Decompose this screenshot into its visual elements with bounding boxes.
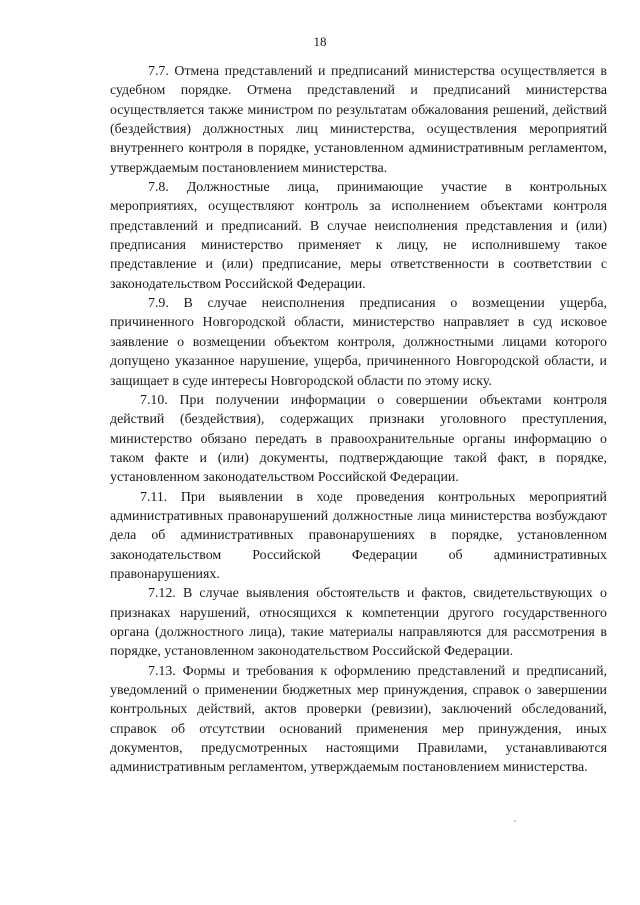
paragraph-7-13: 7.13. Формы и требования к оформлению представлений и предписаний, уведомлений о применении бюджетных мер принуждения, справок о завершении контрольных действий, актов проверки (ревизии), заключений обследований, справок об отсутствии оснований применения мер принуждения, иных документов, предусмотренных настоящими Правилами, устанавливаются административным регламентом, утверждаемым постановлением министерства. xyxy=(110,663,607,776)
paragraph-7-7: 7.7. Отмена представлений и предписаний министерства осуществляется в судебном порядке. Отмена представлений и предписаний министерства осуществляется также министром по результатам обжалования решений, действий (бездействия) должностных лиц министерства, осуществления мероприятий внутреннего контроля в порядке, установленном административным регламентом, утверждаемым постановлением министерства. xyxy=(110,64,607,176)
paragraph-7-8: 7.8. Должностные лица, принимающие участие в контрольных мероприятиях, осуществляют контроль за исполнением объектами контроля представлений и предписаний. В случае неисполнения представления и (или) предписания министерство применяет к лицу, не исполнившему такое представление и (или) предписание, меры ответственности в соответствии с законодательством Российской Федерации. xyxy=(110,180,607,292)
paragraph-7-12: 7.12. В случае выявления обстоятельств и фактов, свидетельствующих о признаках нарушений, относящихся к компетенции другого государственного органа (должностного лица), такие материалы направляются для рассмотрения в порядке, установленном законодательством Российской Федерации. xyxy=(110,586,607,660)
paragraph-7-11: 7.11. При выявлении в ходе проведения контрольных мероприятий административных правонарушений должностные лица министерства возбуждают дела об административных правонарушениях в порядке, установленном законодательством Российской Федерации об административных правонарушениях. xyxy=(110,489,607,582)
page-number: 18 xyxy=(313,34,327,49)
paragraph-7-10: 7.10. При получении информации о совершении объектами контроля действий (бездействия), содержащих признаки уголовного преступления, министерство обязано передать в правоохранительные органы информацию о таком факте и (или) документы, подтверждающие такой факт, в порядке, установленном законодательством Российской Федерации. xyxy=(110,392,607,486)
paragraph-7-9: 7.9. В случае неисполнения предписания о возмещении ущерба, причиненного Новгородской области, министерство направляет в суд исковое заявление о возмещении объектом контроля, должностными лицами которого допущено указанное нарушение, ущерба, причиненного Новгородской области, и защищает в суде интересы Новгородской области по этому иску. xyxy=(110,296,607,389)
document-body xyxy=(110,62,607,778)
scan-speck xyxy=(514,820,516,822)
